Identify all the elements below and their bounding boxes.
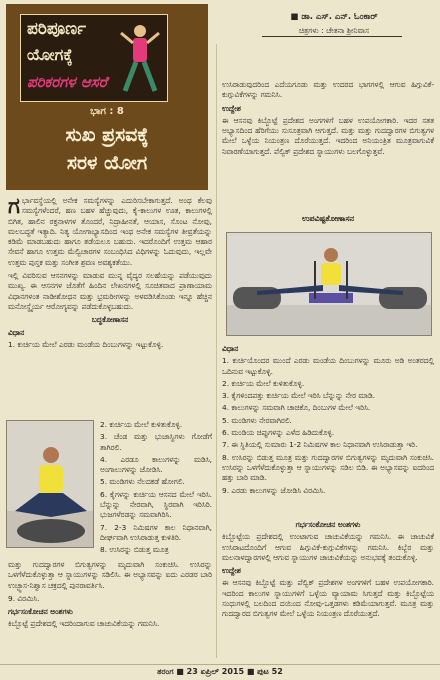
list-item: 6. ಕೈಗಳನ್ನು ಕುರ್ಚಿಯ ಆಸನದ ಮೇಲೆ ಇರಿಸಿ. ಬೆನ್ನುನ್ನು ನೇರವಾಗಿ, ಸ್ಥಿರವಾಗಿ ಇರಿಸಿರಿ. ಭುಜಗಳೆರಡನ್ನು ಸಮವಾಗಿರಿಸಿ. <box>100 489 212 520</box>
intro-paragraph <box>8 193 212 268</box>
drop-cap: ಗ <box>8 193 20 219</box>
page-footer: ತರಂಗ ■ 23 ಏಪ್ರಿಲ್ 2015 ■ ಪುಟ 52 <box>0 664 440 680</box>
list-item: 3. ಕೈಗಳಿಂದಪತ್ತು ಕುರ್ಚಿಯ ಮೇಲೆ ಇರಿಸಿ ಬೆನ್ನುನ್ನು ನೇರ ಮಾಡಿ. <box>222 391 375 401</box>
logo-line-2: ಯೋಗಕ್ಕೆ <box>27 45 73 64</box>
list-item: 4. ಕಾಲುಗಳನ್ನು ಸಮವಾಗಿ ಚಾಚಿಕೊ, ದಿಂಬುಗಳ ಮೇಲೆ ಇರಿಸಿ. <box>222 403 371 413</box>
author-byline: ■ ಡಾ. ಎಸ್. ಎನ್. ಓಂಕಾರ್ <box>290 12 378 22</box>
yoga-figure-icon <box>119 21 161 95</box>
pose-heading-upavishta: ಉಪವಿಷ್ಟಕೋಣಾಸನ <box>301 214 355 223</box>
list-item: 7. ಈ ಸ್ಥಿತಿಯಲ್ಲಿ ಸುಮಾರು 1-2 ನಿಮಿಷಗಳ ಕಾಲ ನಿಧಾನವಾಗಿ ಉಸಿರಾಡುತ್ತಾ ಇರಿ. <box>222 440 418 450</box>
right-column-mid <box>222 342 434 498</box>
right-heading-purpose: ಉದ್ದೇಶ <box>222 103 241 113</box>
woman-bound-angle-image <box>7 421 94 548</box>
list-item: 8. ಉಸಿರನ್ನು ಬಿಡುತ್ತ ಮೂತ್ರ <box>100 545 169 555</box>
right-purpose-text: ಈ ಆಸನವು ಕಿಬ್ಬೊಟ್ಟೆ ಮತ್ತು ಪೆಲ್ವಿಕ್ ಪ್ರದೇಶಗಳ ಅಂಗಗಳಿಗೆ ಬಹಳ ಉಪಯೋಗಕಾರಿ. ಇದರಿಂದ ಕಾಲುಗಳ ಸ್ನಾಯುಗಳಿಗೆ ಒಳ್ಳೆಯ ವ್ಯಾಯಾಮ ಸಿಗುತ್ತದೆ ಮತ್ತು ಕಿಬ್ಬೊಟ್ಟೆಯ ಸಂಧುಗಳಲ್ಲಿ ಬಲದಿಂದ ದಯಿಂದ ನೋವು-ಒತ್ತಡಗಳು ಕಡಿಮೆಯಾಗುತ್ತವೆ. ಮೂತ್ರ ಮತ್ತು ಗುದದ್ವಾರದ ಬಿಗುತ್ವಗಳ ಮೇಲೆ ಒಳ್ಳೆಯ ನಿಯಂತ್ರಣ ದೊರೆಯುತ್ತದೆ. <box>222 578 434 619</box>
left-bottom-text: ಮತ್ತು ಗುದದ್ವಾರಗಳ ಬಿಗುತ್ವಗಳನ್ನು ಮೃದುವಾಗಿ ಸಂಕುಚಿಸಿ. ಉಸಿರನ್ನು ಒಳಗೆಳೆದುಕೊಳ್ಳುತ್ತಾ ಆ ಸ್ನಾಯುಗಳನ್ನು ಸಡಿಲಿಸಿ. ಈ ಅಭ್ಯಾಸವನ್ನು ಐದು ಎರಡರ ಬಾರಿ ಉಚ್ಛ್ವಾಸ-ನಿಶ್ವಾಸ ಚಕ್ರದಲ್ಲಿ ಪುನರಾವರ್ತಿಸಿ. <box>8 560 212 590</box>
list-item: 7. 2-3 ನಿಮಿಷಗಳ ಕಾಲ ನಿಧಾನವಾಗಿ, ದೀರ್ಘವಾಗಿ ಉಸಿರಾಡುತ್ತ ಕುಳಿತಿರಿ. <box>100 522 212 542</box>
left-paragraph-2: ಇಲ್ಲಿ ವಿವರಿಸುವ ಆಸನಗಳನ್ನು ಮಾಡುವ ಮುನ್ನ ವೈದ್ಯರ ಸಲಹೆಯನ್ನು ಪಡೆಯುವುದು ಮುಖ್ಯ. ಈ ಆಸನಗಳ ಜೊತೆಗೆ ಹಿಂದಿನ ಲೇಖನಗಳಲ್ಲಿ ಸೂಚಿತವಾದ ಪ್ರಾಣಾಯಾಮ ವಿಧಾನಗಳಂತ ನಾಡೀಶೋಧನ ಮತ್ತು ಭ್ರಮರೀಗಳನ್ನು ಅಳವಡಿಸಿಕೊಂಡು ಇನ್ನೂ ಹೆಚ್ಚಿನ ಮನೋಸ್ಥೈರ್ಯ ಆರೋಗ್ಯವನ್ನು ಪಡೆದುಕೊಳ್ಳಬಹುದು. <box>8 271 212 311</box>
logo-line-1: ಪರಿಪೂರ್ಣ <box>27 19 87 39</box>
list-item: 2. ಕುರ್ಚಿಯ ಮೇಲೆ ಕುಳಿತುಕೊಳ್ಳಿ. <box>222 378 305 388</box>
intro-text: ರ್ಭಾವಸ್ಥೆಯಲ್ಲಿ ಅನೇಕ ಸಮಸ್ಯೆಗಳನ್ನು ಎದುರಿಸಬೇಕಾಗುತ್ತದೆ. ಅಂಥ ಕೆಲವು ಸಮಸ್ಯೆಗಳೆಂದರೆ, ಹಣ ಬಹಳ ಹೆಚ್ಚುವುದು, ಕೈ-ಕಾಲುಗಳ ಊತ, ಕಾಲುಗಳಲ್ಲಿ ಬಿಗಿತ, ಹಾಲಿನ ರಕ್ತನಾಳಗಳ ತೊಂದರೆ, ನಿದ್ರಾಹೀನತೆ, ಆಯಾಸ, ಸೊಂಟ ನೋವು, ಮಲಬದ್ಧತೆ ಇತ್ಯಾದಿ. ನಿತ್ಯ ಯೋಗಾಭ್ಯಾಸದಿಂದ ಇಂಥ ಅನೇಕ ಸಮಸ್ಯೆಗಳ ತೀವ್ರತೆಯನ್ನು ಕಡಿಮೆ ಮಾಡಬಹುದು ಹಾಗೂ ತಡೆಯಲೂ ಬಹುದು. ಇದರೊಂದಿಗೆ ಉತ್ತಮ ಆಹಾರ ಸೇವನೆ ಹಾಗೂ ಉತ್ತಮ ಮೆಲ್ವಿಚಾರಗಳ ಸಂಬಂಧಿಸಿದ ವಿಧಿಗಳನ್ನು ಓದುವುದು, ಇಲ್ಲವೇ ಉತ್ತಮ ಪುಸ್ತಕ ಮತ್ತು ಸಂಗೀತ ಶ್ರವಣ ಅವಶ್ಯಕತೆಯು. <box>8 196 212 267</box>
right-effects-text: ಕಿಬ್ಬೊಟ್ಟೆಯ ಪ್ರದೇಶದಲ್ಲಿ ಉಂಟಾಗುವ ಚಾಚುವಿಕೆಯನ್ನು ಗಮನಿಸಿ. ಈ ಚಾಚುವಿಕೆ ಉಸಿರಾಟದೊಂದಿಗೆ ಆಗುವ ಹಿಗ್ಗುವಿಕೆ-ಕುಗ್ಗುವಿಕೆಗಳನ್ನು ಗಮನಿಸಿ. ಕಿಬ್ಬೆರ ಮತ್ತು ಮಲನಾಳದ್ವಾರಗಳಲ್ಲಿ ಆಗುವ ಸ್ನಾಯುಗಳ ಚಾಚುವಿಕೆಯನ್ನು ಅನುಭವಕ್ಕೆ ತಂದುಕೊಳ್ಳಿ. <box>222 532 434 562</box>
left-steps-column <box>100 420 212 558</box>
left-column-intro <box>8 193 212 353</box>
list-item: 6. ಮಂಡಿಯ ಚಿಪ್ಪುಗಳನ್ನು ಎಳೆದ ಹಿಡಿದುಕೊಳ್ಳಿ. <box>222 428 335 438</box>
list-item: 5. ಮಂಡಿಗಳು ನೆಲದಕಡೆ ಹೋಗಲಿ. <box>100 477 185 487</box>
issue-number: ಭಾಗ : 8 <box>90 106 124 117</box>
list-item: 2. ಕುರ್ಚಿಯ ಮೇಲೆ ಕುಳಿತುಕೊಳ್ಳಿ. <box>100 420 183 429</box>
left-method-heading: ವಿಧಾನ <box>8 327 25 337</box>
column-logo <box>20 14 168 102</box>
list-item: 5. ಮಂಡಿಗಳು ನೇರವಾಗಿರಲಿ. <box>222 415 292 425</box>
list-item: 9. ಎರಡು ಕಾಲುಗಳನ್ನು ಜೋಡಿಸಿ ವಿರಮಿಸಿ. <box>222 485 326 495</box>
list-item: 4. ಎರಡೂ ಕಾಲುಗಳನ್ನು ಮಡಿಸಿ, ಅಂಗಾಲುಗಳನ್ನು ಜೋಡಿಸಿ. <box>100 454 212 475</box>
article-title-line-2: ಸರಳ ಯೋಗ <box>66 152 148 174</box>
right-method-heading: ವಿಧಾನ <box>222 344 239 353</box>
left-step-1: 1. ಕುರ್ಚಿಯ ಮೇಲೆ ಎರಡು ಮಂಡೆಯ ದಿಂಬುಗಳನ್ನು ಇಟ್ಟುಕೊಳ್ಳಿ. <box>8 339 164 349</box>
right-paragraph-2: ಈ ಆಸನವು ಕಿಬ್ಬೊಟ್ಟೆ ಪ್ರದೇಶದ ಅಂಗಗಳಿಗೆ ಬಹಳ ಉಪಯೋಗಕಾರಿ. ಇದರ ಸತತ ಅಭ್ಯಾಸದಿಂದ ಹೆರಿಗೆಯು ಸುಸೂತ್ರವಾಗಿ ಆಗುತ್ತದೆ. ಮತ್ತು ಮತ್ತು ಗುದದ್ವಾರಗಳ ಬಿಗುತ್ವಗಳ ಮೇಲೆ ಒಳ್ಳೆಯ ನಿಯಂತ್ರಣ ದೊರೆಯುತ್ತದೆ. ಇದರಿಂದ ಅನಿಯಂತ್ರಿತ ಮೂತ್ರವಾಗುವಿಕೆ ನಿವಾರಣೆಯಾಗುತ್ತದೆ. ಪೆಲ್ವಿಕ್ ಪ್ರದೇಶದ ಸ್ನಾಯುಗಳು ಬಲಗೊಳ್ಳುತ್ತವೆ. <box>222 115 434 156</box>
left-steps-list <box>100 420 212 556</box>
byline-divider <box>262 36 402 37</box>
right-steps-list <box>222 356 434 496</box>
left-effects-heading: ಗರ್ಭಸಂಕೋಚನ ಅಂಶಗಳು <box>8 607 73 617</box>
pose-heading-baddha: ಬದ್ಧಕೋಣಾಸನ <box>91 315 129 325</box>
list-item: 3. ಚೆಂಡ ಮತ್ತು ಭುಜಾಸ್ಥಿಗಳು ಗೋಡೆಗೆ ತಾಗಿರಲಿ. <box>100 432 212 452</box>
right-effects-heading: ಗರ್ಭಸಂಕೋಚನ ಅಂಶಗಳು <box>295 520 361 529</box>
list-item: 8. ಉಸಿರನ್ನು ಬಿಡುತ್ತ ಮೂತ್ರ ಮತ್ತು ಗುದದ್ವಾರಗಳ ಬಿಗುತ್ವಗಳನ್ನು ಮೃದುವಾಗಿ ಸಂಕುಚಿಸಿ. ಉಸಿರನ್ನು ಒಳಗೆಳೆದುಕೊಳ್ಳುತ್ತಾ ಆ ಸ್ನಾಯುಗಳನ್ನು ಸಡಿಲ ಬಿಡಿ. ಈ ಅಭ್ಯಾಸವನ್ನು ಐದರಿಂದ ಹತ್ತು ಬಾರಿ ಮಾಡಿ. <box>222 452 434 483</box>
right-purpose-heading: ಉದ್ದೇಶ <box>222 566 241 576</box>
article-title-line-1: ಸುಖ ಪ್ರಸವಕ್ಕೆ <box>65 124 149 146</box>
right-paragraph-1: ಉಸಿರಾಡುವುದರಿಂದ ಎದೆಯಗೂಡು ಮತ್ತು ಉದರದ ಭಾಗಗಳಲ್ಲಿ ಆಗುವ ಹಿಗ್ಗುವಿಕೆ-ಕುಗ್ಗುವಿಕೆಗಳನ್ನು ಗಮನಿಸಿ. <box>222 80 434 100</box>
right-column-bottom <box>222 518 434 623</box>
list-item: 1. ಕುರ್ಚಿಯೊಂದರ ಮುಂದೆ ಎರಡು ಮಂಡೆಯ ದಿಂಬುಗಳನ್ನು ಮೂರು ಅಡಿ ಅಂತರದಲ್ಲಿ ಒದಿನುವ ಇಟ್ಟುಕೊಳ್ಳಿ. <box>222 356 434 376</box>
column-divider <box>216 44 217 658</box>
left-column-bottom <box>8 560 212 633</box>
left-step-9: 9. ವಿರಮಿಸಿ. <box>8 593 40 603</box>
article-header <box>6 4 208 190</box>
baddha-konasana-photo <box>6 420 94 548</box>
right-column-top <box>222 80 434 160</box>
woman-seated-wide-leg-image <box>227 233 432 336</box>
logo-line-3: ಪರಿಕರಗಳ ಆಸರೆ <box>27 73 108 91</box>
photo-credit: ಚಿತ್ರಗಳು : ಚೇತನಾ ಶ್ರೀನಿವಾಸ <box>298 26 370 35</box>
left-effects-text: ಕಿಬ್ಬೊಟ್ಟೆ ಪ್ರದೇಶದಲ್ಲಿ ಇದರಿಂದಾಗುವ ಚಾಚುವಿಕೆಯನ್ನು ಗಮನಿಸಿ. <box>8 619 160 629</box>
upavishta-konasana-photo <box>226 232 432 336</box>
